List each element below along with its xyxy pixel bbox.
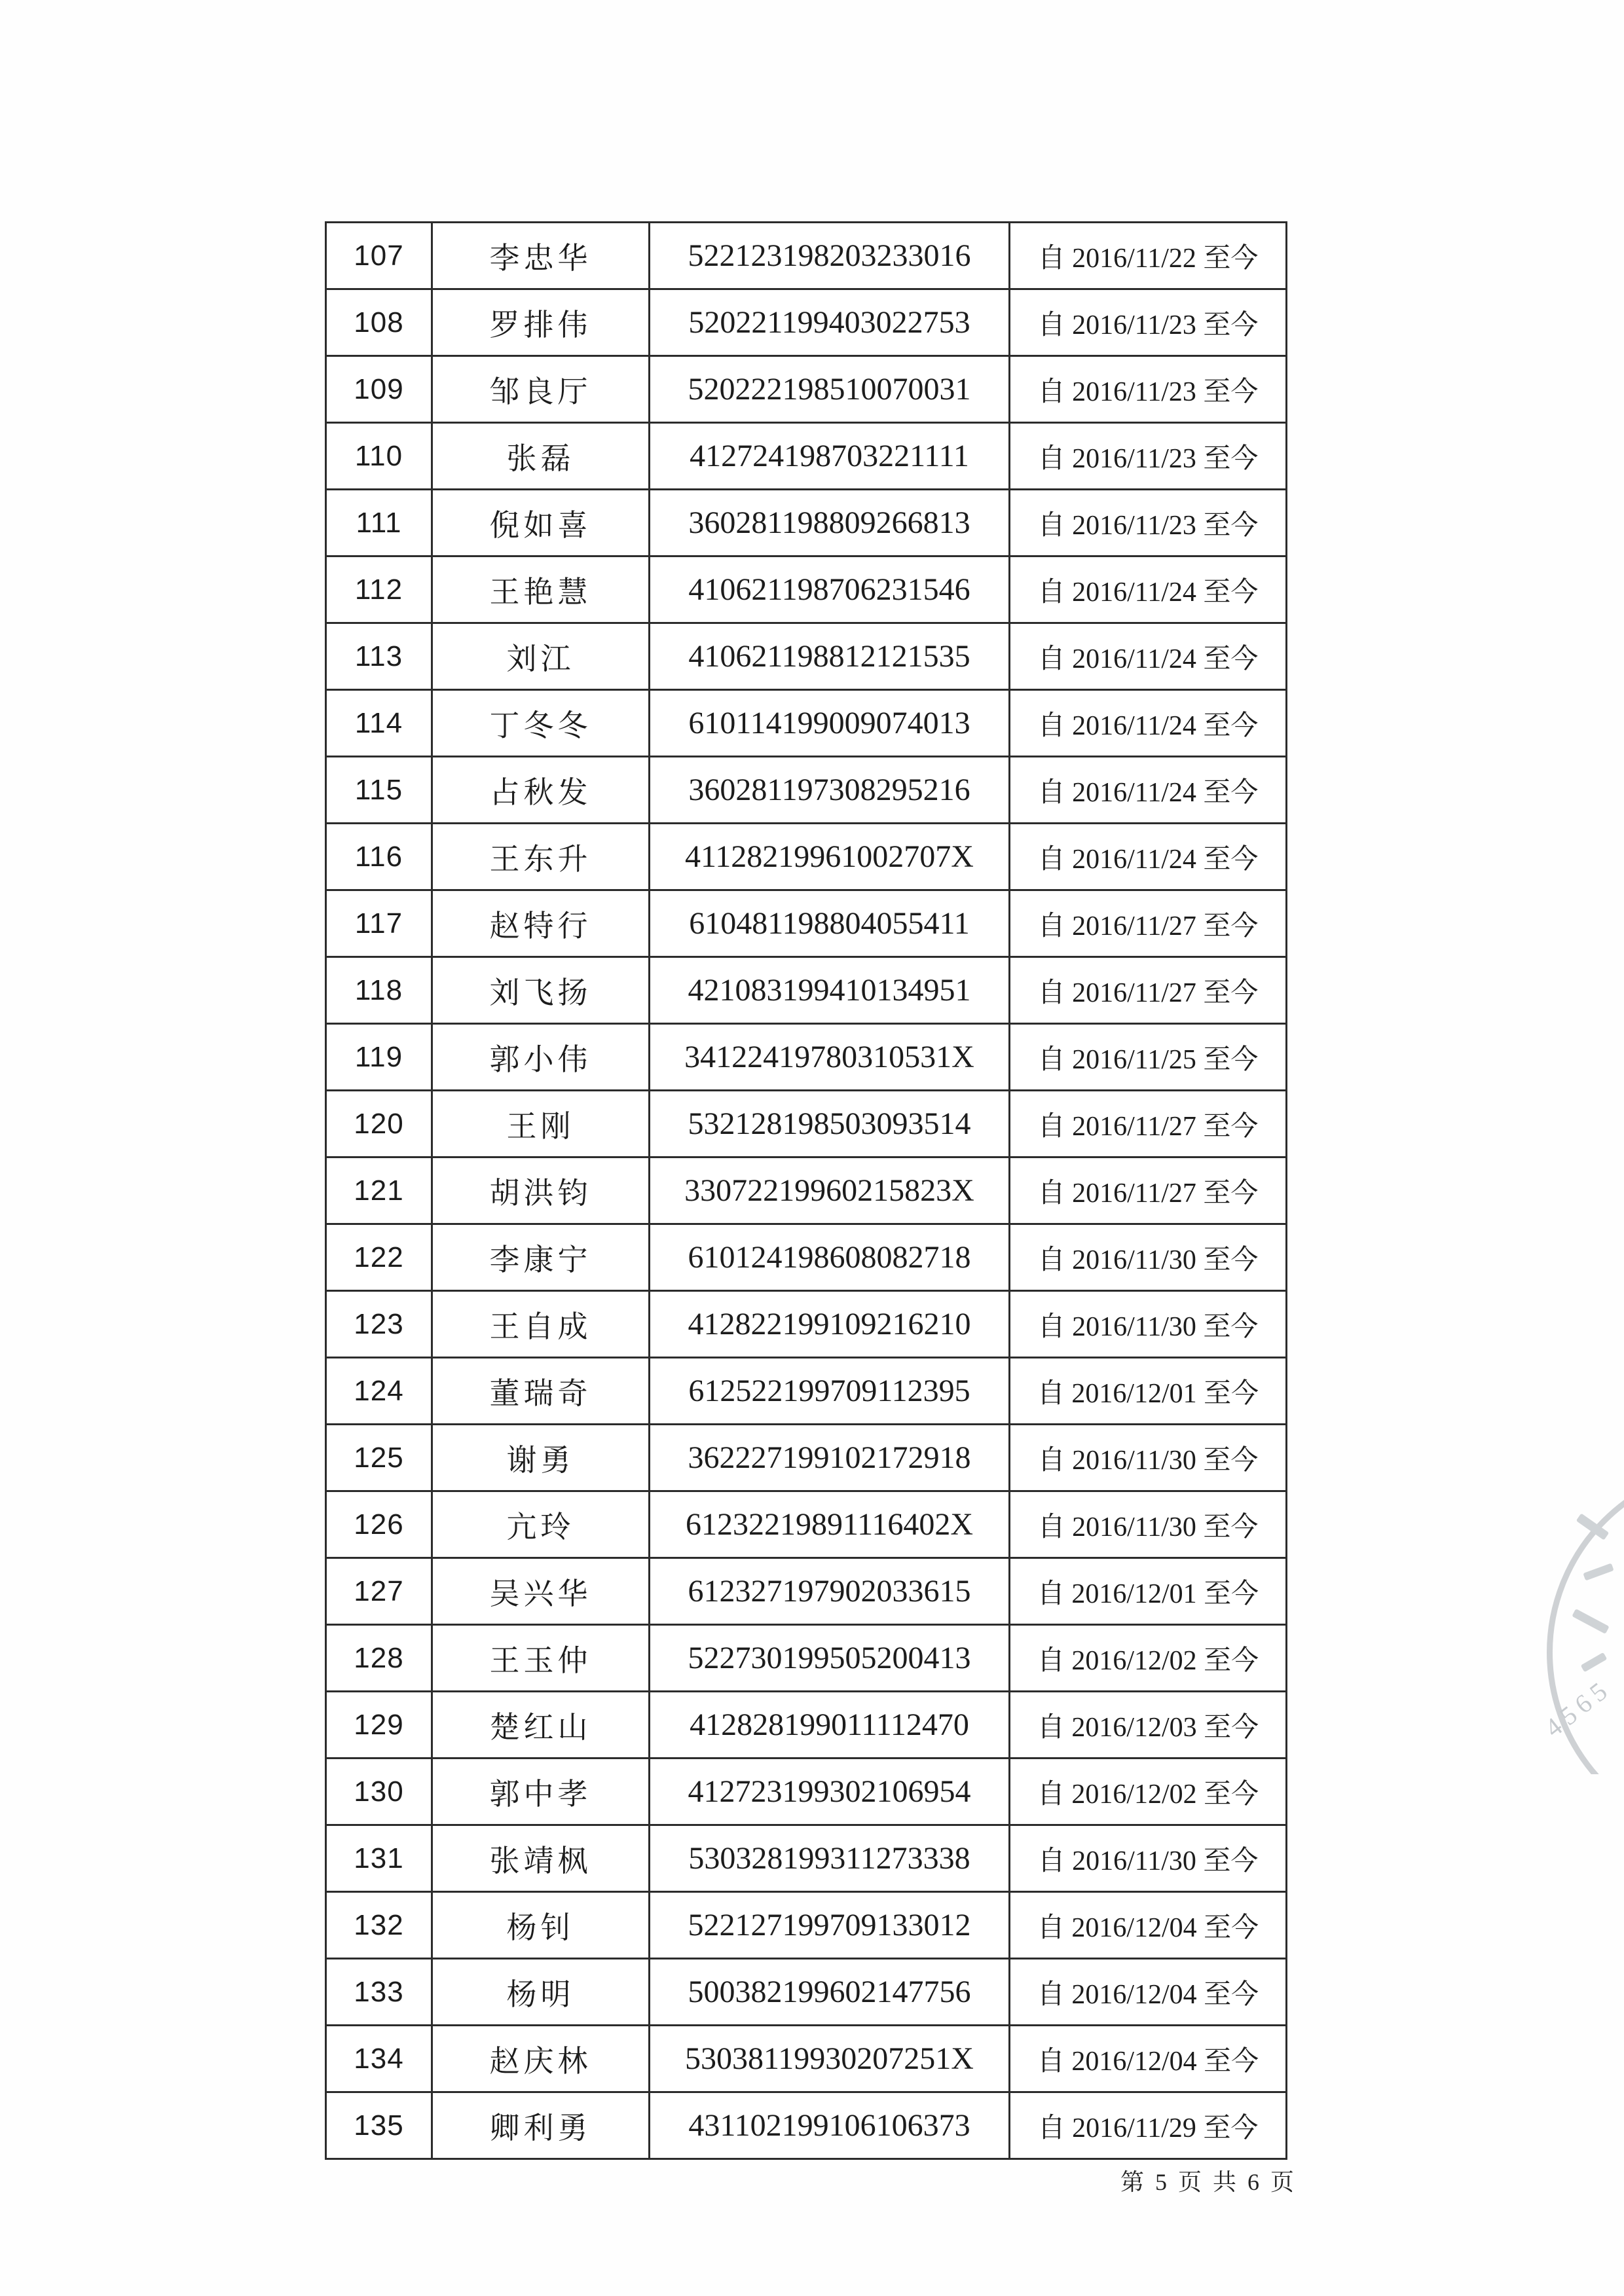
- validity-period-cell: 自 2016/11/27 至今: [1037, 911, 1259, 941]
- row-number-cell: 114: [327, 691, 433, 756]
- validity-period-cell: 自 2016/11/24 至今: [1037, 644, 1259, 674]
- id-number-cell: 421083199410134951: [650, 958, 1010, 1023]
- seal-mark-icon: [1572, 1609, 1609, 1634]
- validity-period-cell: 自 2016/11/24 至今: [1037, 777, 1259, 808]
- seal-mark-icon: [1576, 1513, 1610, 1540]
- id-number-cell: 360281198809266813: [650, 490, 1010, 555]
- id-number-cell: 61232219891116402X: [650, 1492, 1010, 1557]
- person-name-cell: 倪如喜: [433, 490, 650, 555]
- table-row: [327, 1091, 1285, 1158]
- person-name-cell: 杨钊: [433, 1893, 650, 1958]
- table-row: [327, 2026, 1285, 2093]
- row-number-cell: 125: [327, 1425, 433, 1490]
- row-number-cell: 132: [327, 1893, 433, 1958]
- person-name-cell: 赵特行: [433, 891, 650, 956]
- person-name-cell: 谢勇: [433, 1425, 650, 1490]
- id-number-cell: 412724198703221111: [650, 424, 1010, 488]
- row-number-cell: 119: [327, 1025, 433, 1089]
- validity-period-cell: 自 2016/11/27 至今: [1037, 1111, 1259, 1142]
- validity-period-cell: 自 2016/11/27 至今: [1037, 977, 1259, 1008]
- person-name-cell: 王自成: [433, 1292, 650, 1357]
- validity-period-cell: 自 2016/12/01 至今: [1037, 1578, 1259, 1609]
- person-name-cell: 楚红山: [433, 1692, 650, 1757]
- id-number-cell: 610124198608082718: [650, 1225, 1010, 1290]
- validity-period-cell: 自 2016/11/23 至今: [1037, 510, 1259, 541]
- row-number-cell: 113: [327, 624, 433, 689]
- seal-ring-icon: [1547, 1483, 1624, 1774]
- validity-period-cell: 自 2016/12/04 至今: [1037, 1912, 1259, 1943]
- person-name-cell: 王玉仲: [433, 1626, 650, 1690]
- row-number-cell: 121: [327, 1158, 433, 1223]
- table-row: [327, 424, 1285, 490]
- table-row: [327, 2093, 1285, 2158]
- row-number-cell: 130: [327, 1759, 433, 1824]
- validity-period-cell: 自 2016/11/22 至今: [1037, 243, 1259, 274]
- id-number-cell: 612327197902033615: [650, 1559, 1010, 1624]
- validity-period-cell: 自 2016/12/04 至今: [1037, 1979, 1259, 2010]
- person-name-cell: 郭中孝: [433, 1759, 650, 1824]
- table-row: [327, 1292, 1285, 1358]
- table-row: [327, 1225, 1285, 1292]
- validity-period-cell: 自 2016/11/30 至今: [1037, 1311, 1259, 1342]
- row-number-cell: 118: [327, 958, 433, 1023]
- table-row: [327, 1559, 1285, 1626]
- table-row: [327, 357, 1285, 424]
- row-number-cell: 124: [327, 1358, 433, 1423]
- id-number-cell: 530328199311273338: [650, 1826, 1010, 1891]
- row-number-cell: 117: [327, 891, 433, 956]
- person-name-cell: 王东升: [433, 824, 650, 889]
- id-number-cell: 610481198804055411: [650, 891, 1010, 956]
- id-number-cell: 522123198203233016: [650, 223, 1010, 288]
- validity-period-cell: 自 2016/11/24 至今: [1037, 710, 1259, 741]
- validity-period-cell: 自 2016/11/25 至今: [1037, 1044, 1259, 1075]
- person-name-cell: 亢玲: [433, 1492, 650, 1557]
- id-number-cell: 520221199403022753: [650, 290, 1010, 355]
- row-number-cell: 109: [327, 357, 433, 422]
- id-number-cell: 412828199011112470: [650, 1692, 1010, 1757]
- table-row: [327, 1893, 1285, 1959]
- person-name-cell: 罗排伟: [433, 290, 650, 355]
- table-row: [327, 1158, 1285, 1225]
- person-name-cell: 胡洪钧: [433, 1158, 650, 1223]
- table-row: [327, 1959, 1285, 2026]
- id-number-cell: 41128219961002707X: [650, 824, 1010, 889]
- row-number-cell: 123: [327, 1292, 433, 1357]
- table-row: [327, 1358, 1285, 1425]
- table-row: [327, 624, 1285, 691]
- validity-period-cell: 自 2016/12/01 至今: [1037, 1378, 1259, 1409]
- validity-period-cell: 自 2016/11/24 至今: [1037, 577, 1259, 608]
- roster-table: [325, 221, 1287, 2160]
- validity-period-cell: 自 2016/11/23 至今: [1037, 443, 1259, 474]
- row-number-cell: 107: [327, 223, 433, 288]
- id-number-cell: 33072219960215823X: [650, 1158, 1010, 1223]
- table-row: [327, 1492, 1285, 1559]
- id-number-cell: 522127199709133012: [650, 1893, 1010, 1958]
- row-number-cell: 108: [327, 290, 433, 355]
- validity-period-cell: 自 2016/11/23 至今: [1037, 310, 1259, 340]
- validity-period-cell: 自 2016/11/30 至今: [1037, 1245, 1259, 1275]
- seal-digits: 4565: [1539, 1673, 1617, 1743]
- person-name-cell: 邹良厅: [433, 357, 650, 422]
- table-row: [327, 1826, 1285, 1893]
- table-row: [327, 223, 1285, 290]
- page-footer: 第 5 页 共 6 页: [1120, 2169, 1297, 2195]
- person-name-cell: 丁冬冬: [433, 691, 650, 756]
- table-row: [327, 691, 1285, 757]
- row-number-cell: 127: [327, 1559, 433, 1624]
- row-number-cell: 134: [327, 2026, 433, 2091]
- id-number-cell: 360281197308295216: [650, 757, 1010, 822]
- validity-period-cell: 自 2016/12/03 至今: [1037, 1712, 1259, 1743]
- id-number-cell: 500382199602147756: [650, 1959, 1010, 2024]
- person-name-cell: 李康宁: [433, 1225, 650, 1290]
- validity-period-cell: 自 2016/11/30 至今: [1037, 1846, 1259, 1876]
- id-number-cell: 522730199505200413: [650, 1626, 1010, 1690]
- person-name-cell: 杨明: [433, 1959, 650, 2024]
- person-name-cell: 王刚: [433, 1091, 650, 1156]
- validity-period-cell: 自 2016/11/23 至今: [1037, 376, 1259, 407]
- id-number-cell: 34122419780310531X: [650, 1025, 1010, 1089]
- id-number-cell: 410621198812121535: [650, 624, 1010, 689]
- validity-period-cell: 自 2016/11/30 至今: [1037, 1512, 1259, 1542]
- id-number-cell: 412822199109216210: [650, 1292, 1010, 1357]
- validity-period-cell: 自 2016/12/02 至今: [1037, 1779, 1259, 1810]
- validity-period-cell: 自 2016/11/27 至今: [1037, 1178, 1259, 1209]
- table-row: [327, 1626, 1285, 1692]
- person-name-cell: 张靖枫: [433, 1826, 650, 1891]
- row-number-cell: 110: [327, 424, 433, 488]
- table-row: [327, 891, 1285, 958]
- validity-period-cell: 自 2016/11/30 至今: [1037, 1445, 1259, 1476]
- id-number-cell: 412723199302106954: [650, 1759, 1010, 1824]
- seal-stamp-fragment: [1538, 1483, 1624, 1774]
- id-number-cell: 53038119930207251X: [650, 2026, 1010, 2091]
- person-name-cell: 卿利勇: [433, 2093, 650, 2158]
- person-name-cell: 郭小伟: [433, 1025, 650, 1089]
- person-name-cell: 刘飞扬: [433, 958, 650, 1023]
- row-number-cell: 111: [327, 490, 433, 555]
- table-row: [327, 1425, 1285, 1492]
- row-number-cell: 126: [327, 1492, 433, 1557]
- row-number-cell: 131: [327, 1826, 433, 1891]
- row-number-cell: 122: [327, 1225, 433, 1290]
- person-name-cell: 占秋发: [433, 757, 650, 822]
- table-row: [327, 490, 1285, 557]
- table-row: [327, 958, 1285, 1025]
- validity-period-cell: 自 2016/12/04 至今: [1037, 2046, 1259, 2077]
- table-row: [327, 557, 1285, 624]
- row-number-cell: 112: [327, 557, 433, 622]
- person-name-cell: 董瑞奇: [433, 1358, 650, 1423]
- person-name-cell: 王艳慧: [433, 557, 650, 622]
- id-number-cell: 612522199709112395: [650, 1358, 1010, 1423]
- seal-mark-icon: [1581, 1652, 1608, 1672]
- table-row: [327, 1692, 1285, 1759]
- validity-period-cell: 自 2016/12/02 至今: [1037, 1645, 1259, 1676]
- id-number-cell: 520222198510070031: [650, 357, 1010, 422]
- table-row: [327, 1759, 1285, 1826]
- row-number-cell: 116: [327, 824, 433, 889]
- person-name-cell: 吴兴华: [433, 1559, 650, 1624]
- row-number-cell: 128: [327, 1626, 433, 1690]
- validity-period-cell: 自 2016/11/24 至今: [1037, 844, 1259, 875]
- id-number-cell: 532128198503093514: [650, 1091, 1010, 1156]
- row-number-cell: 135: [327, 2093, 433, 2158]
- id-number-cell: 431102199106106373: [650, 2093, 1010, 2158]
- validity-period-cell: 自 2016/11/29 至今: [1037, 2113, 1259, 2143]
- person-name-cell: 刘江: [433, 624, 650, 689]
- person-name-cell: 李忠华: [433, 223, 650, 288]
- id-number-cell: 362227199102172918: [650, 1425, 1010, 1490]
- person-name-cell: 赵庆林: [433, 2026, 650, 2091]
- row-number-cell: 129: [327, 1692, 433, 1757]
- id-number-cell: 410621198706231546: [650, 557, 1010, 622]
- row-number-cell: 133: [327, 1959, 433, 2024]
- table-row: [327, 290, 1285, 357]
- row-number-cell: 120: [327, 1091, 433, 1156]
- person-name-cell: 张磊: [433, 424, 650, 488]
- table-row: [327, 1025, 1285, 1091]
- id-number-cell: 610114199009074013: [650, 691, 1010, 756]
- seal-mark-icon: [1583, 1563, 1614, 1580]
- row-number-cell: 115: [327, 757, 433, 822]
- table-row: [327, 757, 1285, 824]
- table-row: [327, 824, 1285, 891]
